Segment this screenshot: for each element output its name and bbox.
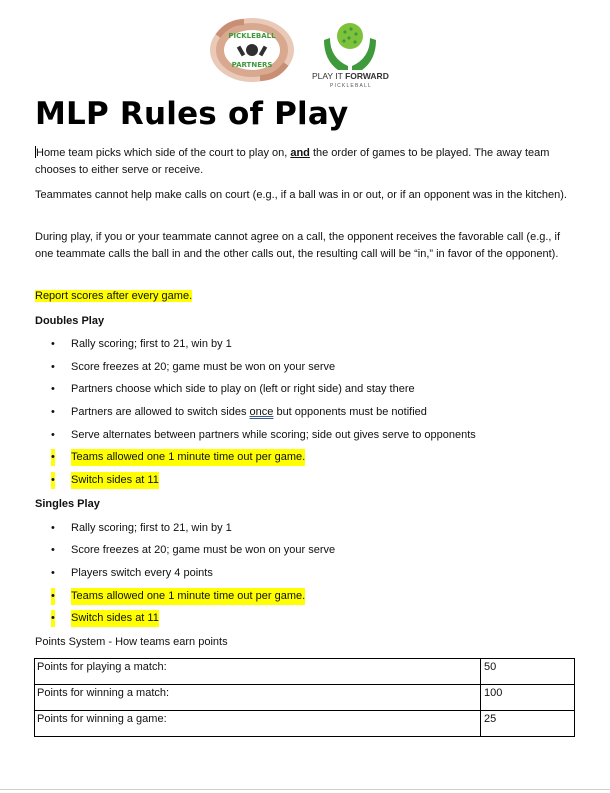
highlighted-text: Report scores after every game.: [35, 290, 193, 302]
document-title: MLP Rules of Play: [35, 96, 349, 132]
bullet: •: [51, 567, 55, 579]
underlined-once: once: [249, 406, 274, 418]
paragraph-teammates[interactable]: Teammates cannot help make calls on court (e.g., if a ball was in or out, or if an opponent was in the kitchen).: [35, 189, 567, 201]
logo-bar: [0, 14, 610, 88]
svg-text:PICKLEBALL: PICKLEBALL: [329, 83, 373, 88]
bullet: •: [51, 522, 55, 534]
pickleball-partners-logo: [208, 16, 296, 84]
table-row: [35, 711, 575, 737]
table-cell-value[interactable]: 25: [481, 711, 575, 737]
table-cell-label[interactable]: Points for winning a game:: [35, 711, 481, 737]
bullet: •: [51, 338, 55, 350]
bullet: •: [51, 429, 55, 441]
bullet: •: [51, 588, 55, 605]
table-row: [35, 659, 575, 685]
bullet: •: [51, 406, 55, 418]
page-bottom-edge: [0, 789, 610, 790]
bullet: •: [51, 361, 55, 373]
table-cell-label[interactable]: Points for playing a match:: [35, 659, 481, 685]
bullet: •: [51, 472, 55, 489]
table-cell-value[interactable]: 50: [481, 659, 575, 685]
heading-singles-play: Singles Play: [35, 498, 100, 510]
bullet: •: [51, 449, 55, 466]
table-row: [35, 685, 575, 711]
bullet: •: [51, 544, 55, 556]
table-cell-value[interactable]: 100: [481, 685, 575, 711]
paragraph-report-scores[interactable]: [35, 288, 192, 305]
bullet: •: [51, 383, 55, 395]
svg-text:PLAY IT FORWARD: PLAY IT FORWARD: [312, 71, 389, 81]
svg-text:PARTNERS: PARTNERS: [231, 61, 273, 69]
document-page: PICKLEBALL PARTNERS PLAY IT FORWARD PICKLEBALL MLP Rules of Play Home team picks which side of the court to play on, and the order of games to be played. The away team chooses to either serve or receive. Teammates cannot help make calls on court (e.g., if a ball was in or out, or if an opponent was in the kitchen). During play, if you or your teammate cannot agree on a call, the opponent receives the favorable call (e.g., if one teammate calls the ball in and the other calls out, the resulting call will be “in,” in favor of the opponent). Report scores after every game. Doubles Play • Rally scoring; first to 21, win by 1 • Score freezes at 20; game must be won on your serve • Partners choose which side to play on (left or right side) and stay there • Partners are allowed to switch sides once but opponents must be notified • Serve alternates between partners while scoring; side out gives serve to opponents • Teams allowed one 1 minute time out per game. • Switch sides at 11 Singles Play • Rally scoring; first to 21, win by 1 • Score freezes at 20; game must be won on your serve • Players switch every 4 points • Teams allowed one 1 minute time out per game. • Switch sides at 11 Points System - How teams earn points Points for playing a match: 50 Points for winning a match: 100 Points for winning a game: 25: [0, 0, 610, 793]
table-cell-label[interactable]: Points for winning a match:: [35, 685, 481, 711]
points-system-heading: Points System - How teams earn points: [35, 636, 228, 648]
paragraph-home-team[interactable]: Home team picks which side of the court to play on, and the order of games to be played. The away team chooses to either serve or receive.: [35, 147, 550, 176]
bullet: •: [51, 610, 55, 627]
play-it-forward-logo: [308, 16, 394, 88]
points-table: [34, 658, 575, 737]
paragraph-during-play[interactable]: During play, if you or your teammate cannot agree on a call, the opponent receives the favorable call (e.g., if one teammate calls the ball in and the other calls out, the resulting call will be “in,” in favor of the opponent).: [35, 231, 561, 260]
heading-doubles-play: Doubles Play: [35, 315, 105, 327]
svg-text:PICKLEBALL: PICKLEBALL: [228, 32, 276, 40]
emphasis-and: and: [290, 147, 310, 159]
